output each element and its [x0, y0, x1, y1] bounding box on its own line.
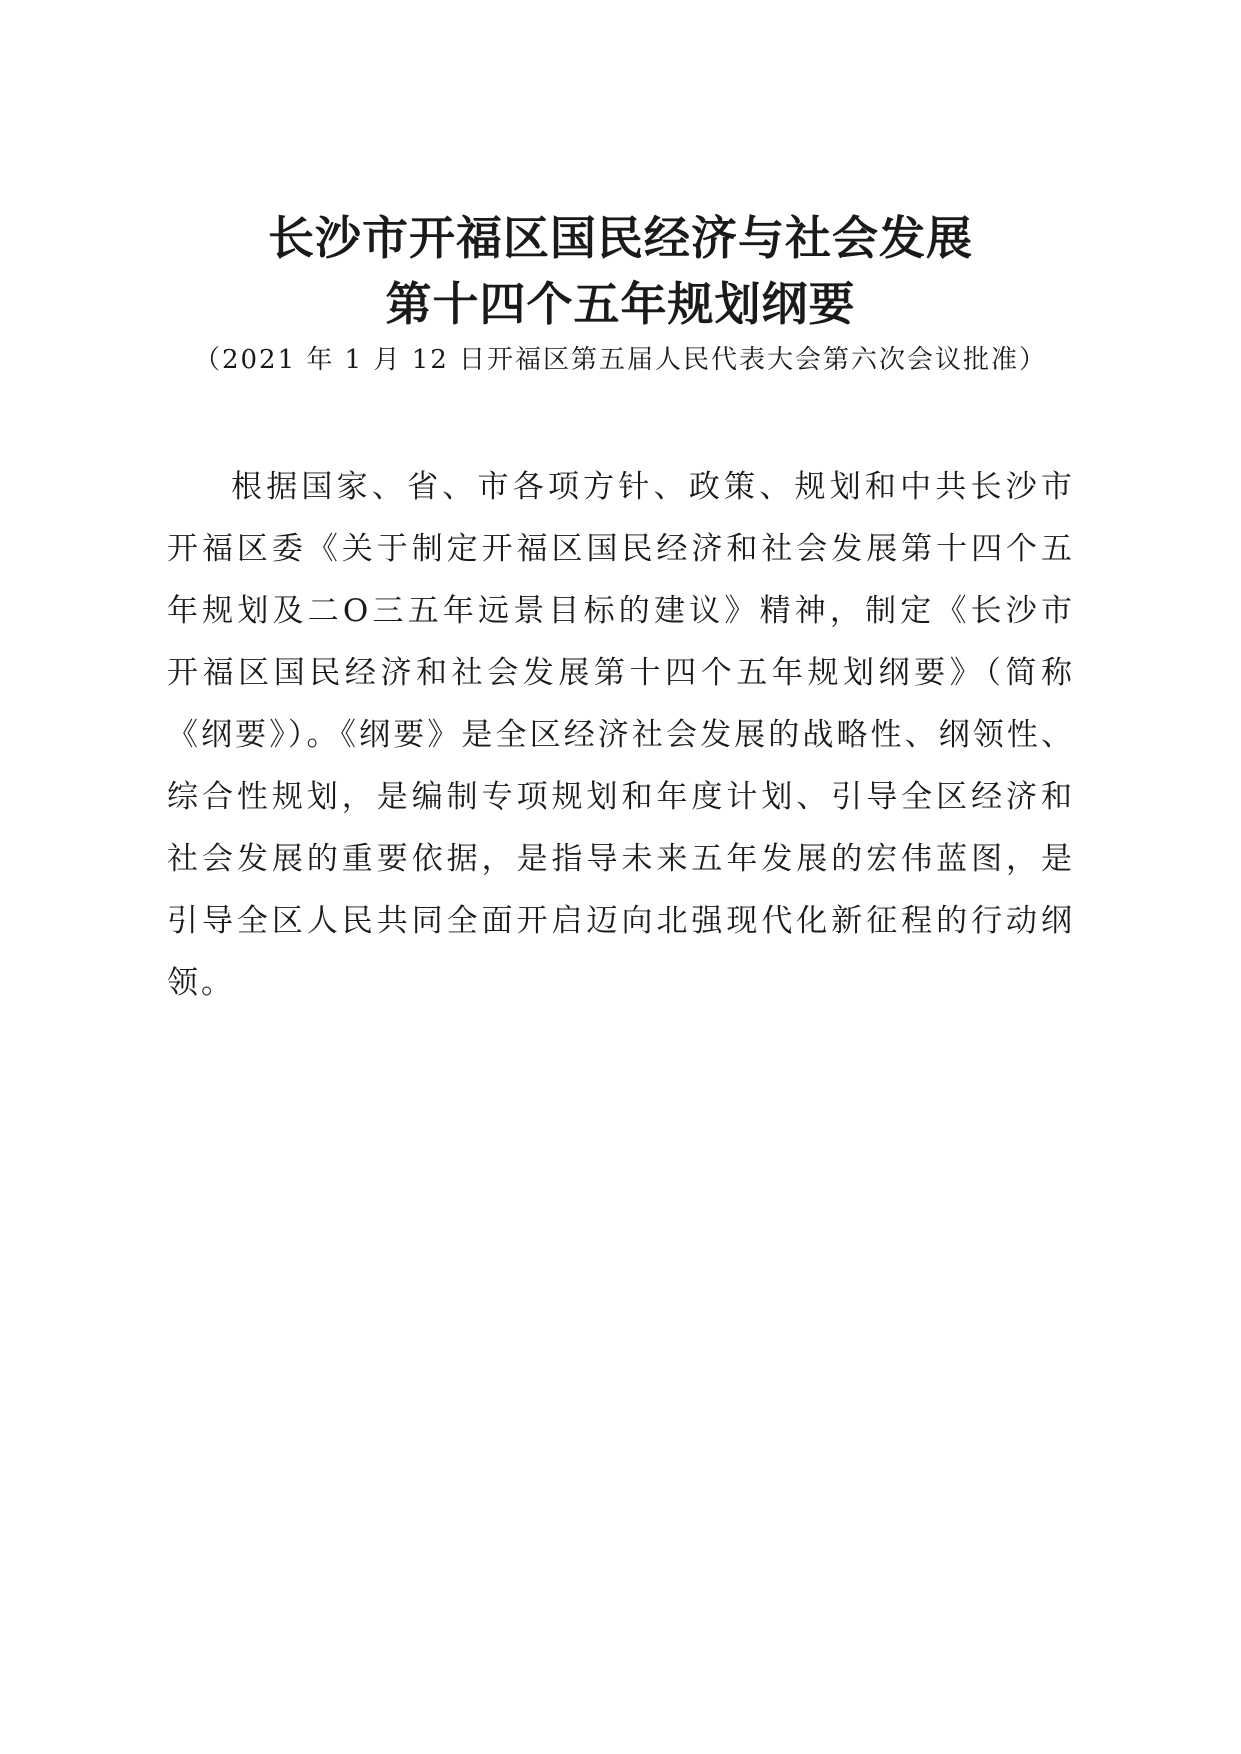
approval-note: （2021 年 1 月 12 日开福区第五届人民代表大会第六次会议批准） — [193, 345, 1048, 375]
document-title: 长沙市开福区国民经济与社会发展 — [268, 211, 973, 265]
intro-paragraph: 根据国家、省、市各项方针、政策、规划和中共长沙市开福区委《关于制定开福区国民经济和社会发展第十四个五年规划及二O三五年远景目标的建议》精神，制定《长沙市开福区国民经济和社会发展第十四个五年规划纲要》（简称《纲要》）。《纲要》是全区经济社会发展的战略性、纲领性、综合性规划，是编制专项规划和年度计划、引导全区经济和社会发展的重要依据，是指导未来五年发展的宏伟蓝图，是引导全区人民共同全面开启迈向北强现代化新征程的行动纲领。 — [167, 469, 1075, 1001]
document-title-secondary: 第十四个五年规划纲要 — [385, 277, 856, 331]
